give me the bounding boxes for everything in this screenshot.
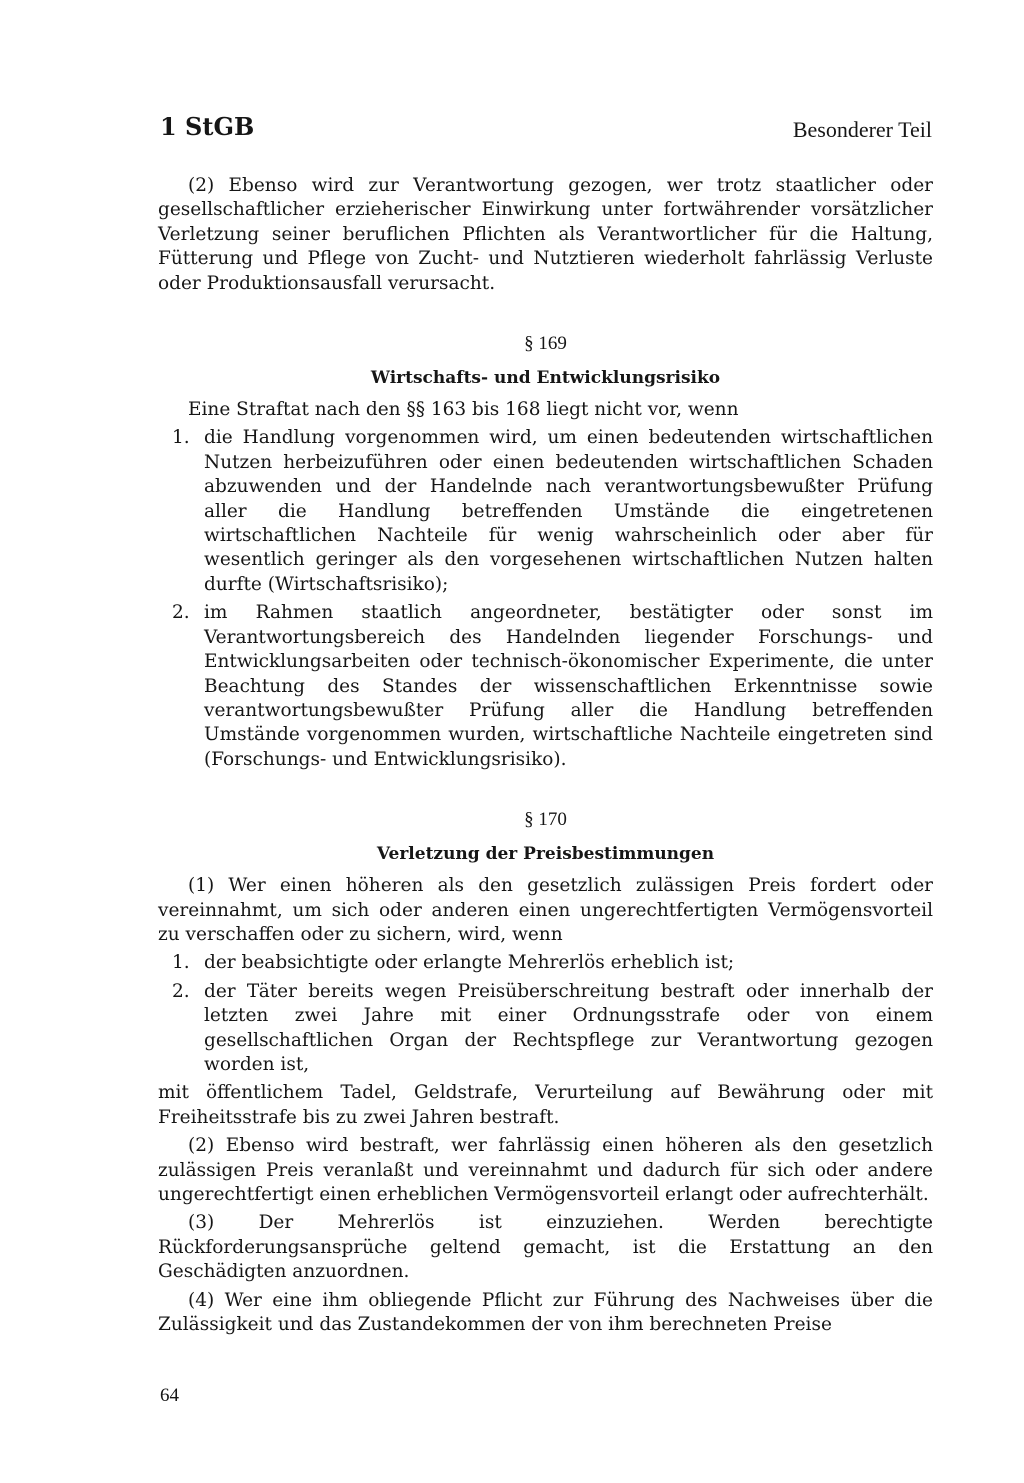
list-item xyxy=(158,601,933,772)
section-169 xyxy=(158,332,933,772)
section-title: Wirtschafts- und Entwicklungsrisiko xyxy=(370,368,721,389)
list-item xyxy=(158,951,933,975)
page-number: 64 xyxy=(160,1385,179,1406)
list-item xyxy=(158,980,933,1078)
subsection-paragraph: (3) Der Mehrerlös ist einzuziehen. Werden berechtigte Rückforderungsansprüche geltend gemacht, ist die Erstattung an den Geschädigten anzuordnen. xyxy=(158,1212,933,1283)
section-lead: Eine Straftat nach den §§ 163 bis 168 liegt nicht vor, wenn xyxy=(188,399,739,421)
list-item-number: 1. xyxy=(172,427,190,449)
list-item xyxy=(158,426,933,597)
section-number: § 170 xyxy=(524,809,567,831)
subsection-paragraph: (2) Ebenso wird bestraft, wer fahrlässig einen höheren als den gesetzlich zulässigen Preis veranlaßt und vereinnahmt und dadurch für sich oder andere ungerechtfertigt einen erheblichen Vermögensvorteil erlangt oder aufrechterhält. xyxy=(158,1135,933,1205)
section-number: § 169 xyxy=(524,333,567,355)
list-item-text: der Täter bereits wegen Preisüberschreitung bestraft oder innerhalb der letzten zwei Jahre mit einer Ordnungsstrafe oder von einem gesellschaftlichen Organ der Rechtspflege zur Verantwortung gezogen worden ist, xyxy=(204,980,933,1075)
running-head-part: Besonderer Teil xyxy=(792,117,932,142)
penalty-clause: mit öffentlichem Tadel, Geldstrafe, Verurteilung auf Bewährung oder mit Freiheitsstrafe bis zu zwei Jahren bestraft. xyxy=(158,1082,933,1128)
page-body xyxy=(158,174,933,1341)
list-item-number: 1. xyxy=(172,952,190,974)
subsection-paragraph: (4) Wer eine ihm obliegende Pflicht zur Führung des Nachweises über die Zulässigkeit und das Zustandekommen der von ihm berechneten Preise xyxy=(158,1289,933,1336)
list-item-text: der beabsichtigte oder erlangte Mehrerlös erheblich ist; xyxy=(204,952,735,974)
running-head-code: 1 StGB xyxy=(160,112,255,141)
list-item-number: 2. xyxy=(172,980,190,1002)
list-item-number: 2. xyxy=(172,602,190,624)
section-170 xyxy=(158,808,933,1337)
list-item-text: die Handlung vorgenommen wird, um einen bedeutenden wirtschaftlichen Nutzen herbeizuführen oder einen bedeutenden wirtschaftlichen Schaden abzuwenden und der Handelnde nach verantwortungsbewußter Prüfung aller die Handlung betreffenden Umstände die eingetretenen wirtschaftlichen Nachteile für wenig wahrscheinlich oder aber für wesentlich geringer als den vorgesehenen wirtschaftlichen Nutzen halten durfte (Wirtschaftsrisiko); xyxy=(204,427,933,595)
section-title: Verletzung der Preisbestimmungen xyxy=(376,844,715,865)
section-lead: (1) Wer einen höheren als den gesetzlich zulässigen Preis fordert oder vereinnahmt, um sich oder anderen einen ungerechtfertigten Vermögensvorteil zu verschaffen oder zu sichern, wird, wenn xyxy=(158,875,933,945)
continued-paragraph: (2) Ebenso wird zur Verantwortung gezogen, wer trotz staatlicher oder gesellschaftlicher erzieherischer Einwirkung unter fortwährender vorsätzlicher Verletzung seiner beruflichen Pflichten als Verantwortlicher für die Haltung, Fütterung und Pflege von Zucht- und Nutztieren wiederholt fahrlässig Verluste oder Produktionsausfall verursacht. xyxy=(158,175,933,294)
list-item-text: im Rahmen staatlich angeordneter, bestätigter oder sonst im Verantwortungsbereich des Handelnden liegender Forschungs- und Entwicklungsarbeiten oder technisch-ökonomischer Experimente, die unter Beachtung des Standes der wissenschaftlichen Erkenntnisse sowie verantwortungsbewußter Prüfung aller die Handlung betreffenden Umstände vorgenommen wurden, wirtschaftliche Nachteile eingetreten sind (Forschungs- und Entwicklungsrisiko). xyxy=(204,602,933,770)
